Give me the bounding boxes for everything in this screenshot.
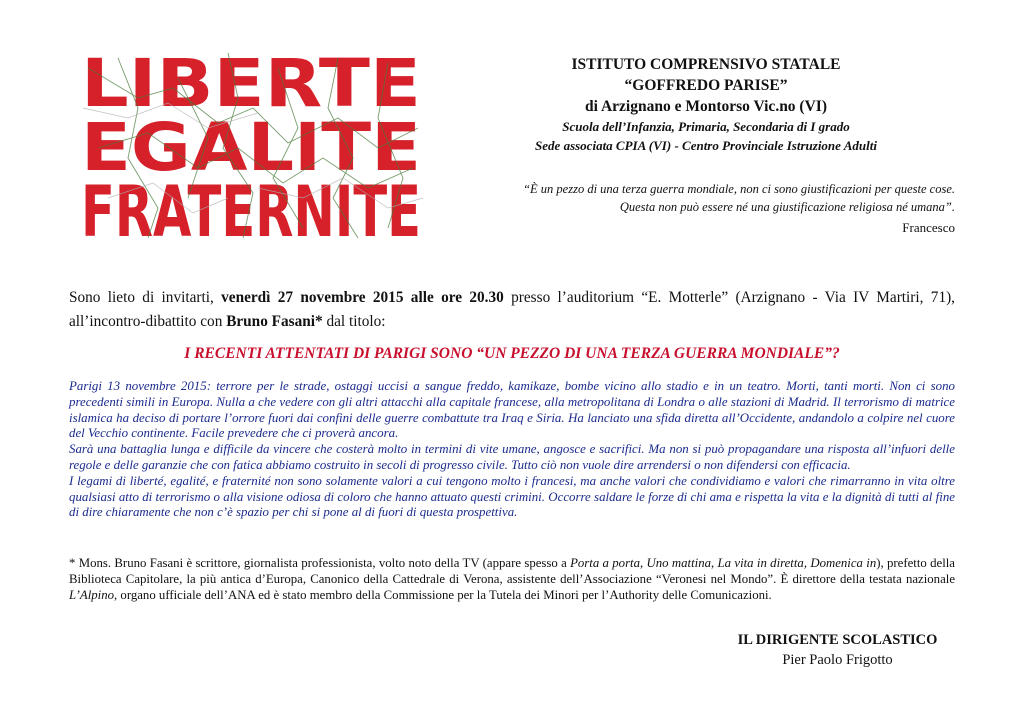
body-paragraph-1: Parigi 13 novembre 2015: terrore per le strade, ostaggi uccisi a sangue freddo, kamikaze, bombe vicino allo stadio e in un teatro. Morti, tanti morti. Non ci sono precedenti simili in Europa. Nulla a che vedere con gli altri attacchi alla capitale francese, alla metropolitana di Londra o alle stazioni di Madrid. Il terrorismo di matrice islamica ha deciso di portare l’orrore fuori dai confini delle guerre combattute tra Iraq e Siria. Ha lanciato una sfida diretta all’Occidente, andandolo a colpire nel cuore del Vecchio continente. Facile prevedere che ci proverà ancora. bbox=[69, 379, 955, 441]
note-show-3: La vita in diretta, Domenica in bbox=[717, 556, 877, 570]
invite-text-1: Sono lieto di invitarti, bbox=[69, 289, 222, 306]
invite-text-3: dal titolo: bbox=[322, 313, 386, 330]
school-location: di Arzignano e Montorso Vic.no (VI) bbox=[585, 98, 827, 115]
note-publication: L’Alpino bbox=[69, 588, 115, 603]
body-paragraph-2: Sarà una battaglia lunga e difficile da vincere che costerà molto in termini di vite umane, angosce e sacrifici. Ma non si può propagandare una risposta all’infuori delle regole e delle garanzie che con fatica abbiamo costruito in secoli di progresso civile. Tutto ciò non vuole dire arrendersi o non difendersi con efficacia. bbox=[69, 442, 955, 472]
event-date: venerdì 27 novembre 2015 alle ore 20.30 bbox=[221, 289, 504, 306]
logo-line-fraternite: FRATERNITE bbox=[81, 171, 421, 253]
invite-text-2: presso l’auditorium “E. Motterle” (Arzignano - Via IV Martiri, 71), all’incontro-dibattito con bbox=[69, 289, 956, 330]
quote-author: Francesco bbox=[902, 220, 955, 235]
speaker-footnote bbox=[69, 555, 955, 604]
invitation-text bbox=[69, 286, 955, 334]
note-text-3: , bbox=[711, 556, 718, 570]
signature-role: IL DIRIGENTE SCOLASTICO bbox=[737, 632, 938, 648]
school-cpia: Sede associata CPIA (VI) - Centro Provinciale Istruzione Adulti bbox=[535, 138, 877, 153]
signature-block bbox=[720, 630, 955, 670]
note-show-1: Porta a porta bbox=[570, 556, 641, 570]
school-name: “GOFFREDO PARISE” bbox=[624, 77, 788, 94]
quote-line-2: Questa non può essere né una giustificazione religiosa né umana”. bbox=[619, 200, 955, 214]
debate-title: I RECENTI ATTENTATI DI PARIGI SONO “UN PEZZO DI UNA TERZA GUERRA MONDIALE”? bbox=[184, 345, 840, 362]
quote-line-1: “È un pezzo di una terza guerra mondiale, non ci sono giustificazioni per queste cose. bbox=[523, 182, 955, 196]
note-text-2: , bbox=[640, 556, 647, 570]
logo-line-liberte: LIBERTE bbox=[81, 45, 421, 122]
body-text bbox=[69, 379, 955, 521]
note-text-1: * Mons. Bruno Fasani è scrittore, giornalista professionista, volto noto della TV (appare spesso a bbox=[69, 556, 571, 570]
note-show-2: Uno mattina bbox=[646, 556, 712, 570]
speaker-name: Bruno Fasani* bbox=[226, 313, 323, 330]
body-paragraph-3: I legami di liberté, egalité, e fraternité non sono solamente valori a cui tengono molto i francesi, ma anche valori che condividiamo e valori che rimarranno in vita oltre qualsiasi atto di terrorismo o alla visione odiosa di coloro che hanno attuato questi crimini. Occorre saldare le forze di chi ama e rispetta la vita e la dignità di tutti al fine di dire chiaramente che non c’è spazio per chi si pone al di fuori di questa prospettiva. bbox=[69, 473, 955, 520]
school-header bbox=[460, 54, 952, 155]
epigraph-quote bbox=[440, 180, 955, 216]
school-levels: Scuola dell’Infanzia, Primaria, Secondaria di I grado bbox=[562, 119, 850, 134]
logo-line-egalite: EGALITE bbox=[81, 109, 421, 186]
note-text-4: ), prefetto della Biblioteca Capitolare, la più antica d’Europa, Canonico della Cattedrale di Verona, assistente dell’Associazione “Veronesi nel Mondo”. È direttore della testata nazionale bbox=[69, 556, 955, 587]
signature-name: Pier Paolo Frigotto bbox=[782, 652, 893, 668]
liberte-egalite-fraternite-logo bbox=[78, 45, 424, 253]
note-text-5: , organo ufficiale dell’ANA ed è stato membro della Commissione per la Tutela dei Minori per l’Authority delle Comunicazioni. bbox=[114, 588, 772, 603]
school-type: ISTITUTO COMPRENSIVO STATALE bbox=[571, 56, 841, 73]
